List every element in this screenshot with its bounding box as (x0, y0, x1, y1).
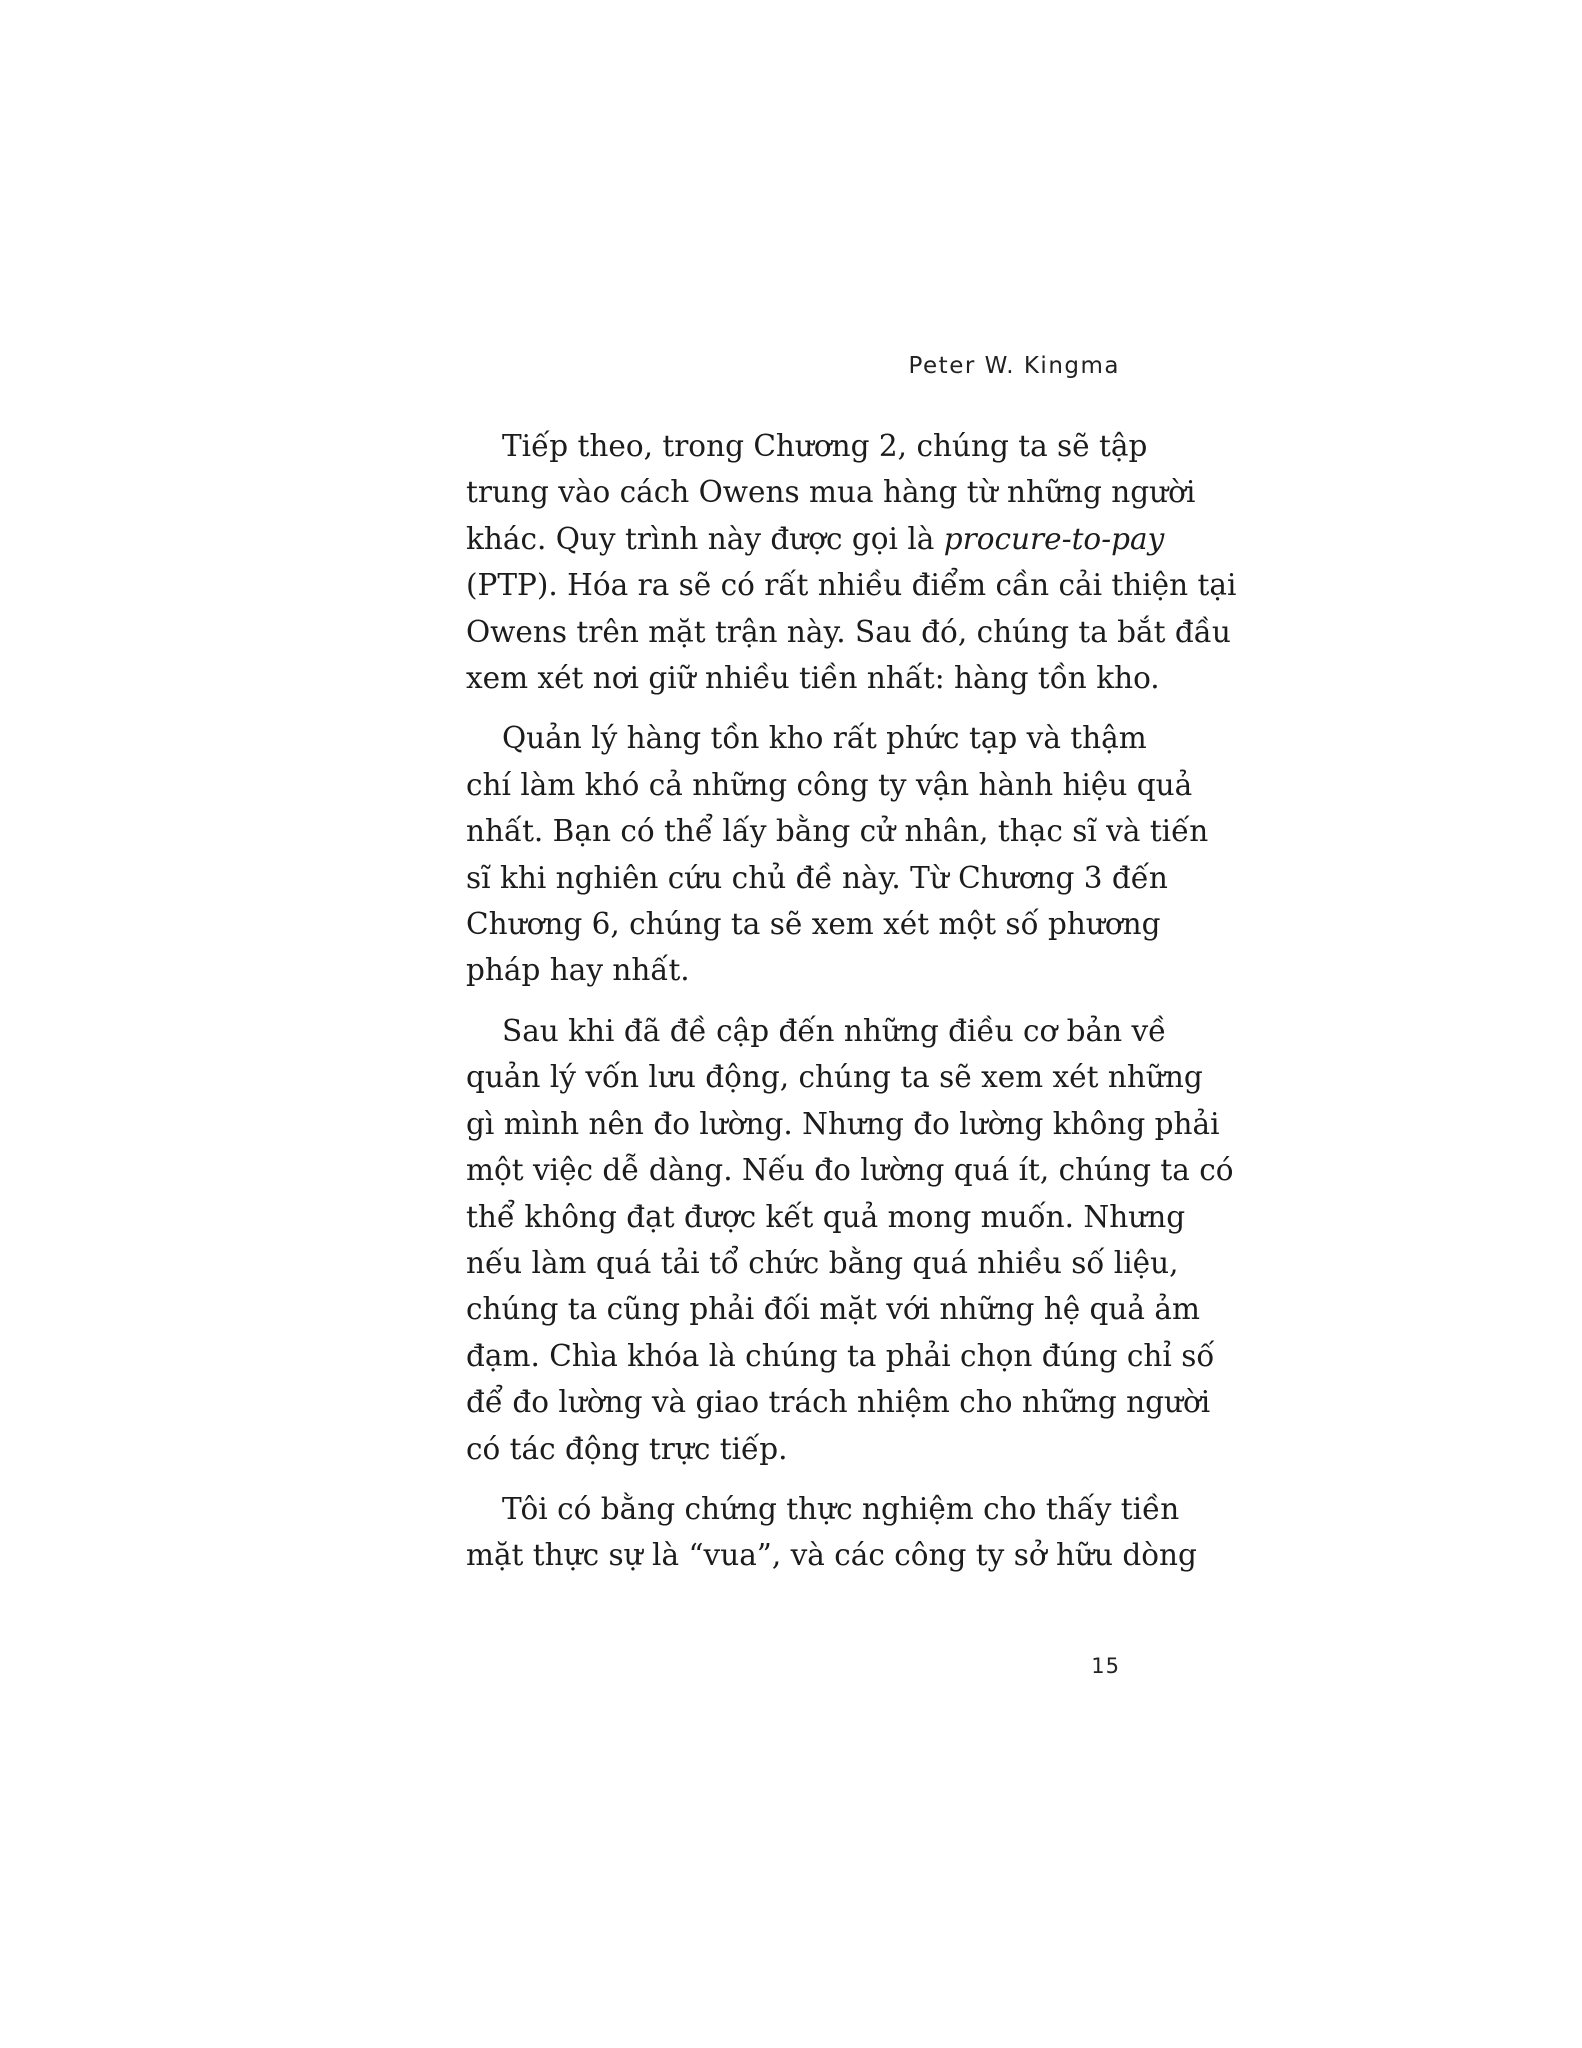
text-line: sĩ khi nghiên cứu chủ đề này. Từ Chương 3 đến (466, 860, 1168, 895)
text-line: quản lý vốn lưu động, chúng ta sẽ xem xét những (466, 1060, 1203, 1095)
text-line: Chương 6, chúng ta sẽ xem xét một số phương (466, 907, 1161, 942)
text-line: Sau khi đã đề cập đến những điều cơ bản về (502, 1013, 1167, 1048)
text-line: chí làm khó cả những công ty vận hành hiệu quả (466, 767, 1193, 802)
body-text (466, 423, 1237, 1593)
text-line: xem xét nơi giữ nhiều tiền nhất: hàng tồn kho. (466, 661, 1160, 696)
text-line: có tác động trực tiếp. (466, 1431, 788, 1466)
text-line-with-italic (466, 516, 1165, 562)
paragraph-4 (466, 1486, 1197, 1579)
text-line: Owens trên mặt trận này. Sau đó, chúng ta bắt đầu (466, 614, 1231, 649)
italic-term: procure-to-pay (943, 521, 1165, 556)
text-line: Tôi có bằng chứng thực nghiệm cho thấy tiền (502, 1491, 1180, 1526)
text-line: để đo lường và giao trách nhiệm cho những người (466, 1385, 1211, 1420)
text-line: Quản lý hàng tồn kho rất phức tạp và thậm (502, 721, 1147, 756)
running-head-author: Peter W. Kingma (908, 353, 1120, 379)
text-line: một việc dễ dàng. Nếu đo lường quá ít, chúng ta có (466, 1153, 1234, 1188)
text-line: nếu làm quá tải tổ chức bằng quá nhiều số liệu, (466, 1245, 1179, 1280)
text-segment: khác. Quy trình này được gọi là (466, 521, 935, 556)
text-line: gì mình nên đo lường. Nhưng đo lường không phải (466, 1106, 1220, 1141)
text-line: Tiếp theo, trong Chương 2, chúng ta sẽ tập (502, 429, 1148, 463)
text-line: pháp hay nhất. (466, 953, 690, 988)
text-line: nhất. Bạn có thể lấy bằng cử nhân, thạc sĩ và tiến (466, 814, 1209, 849)
page-number: 15 (1091, 1654, 1120, 1678)
text-line: đạm. Chìa khóa là chúng ta phải chọn đúng chỉ số (466, 1338, 1215, 1373)
text-line: mặt thực sự là “vua”, và các công ty sở hữu dòng (466, 1538, 1197, 1573)
text-line: trung vào cách Owens mua hàng từ những người (466, 475, 1196, 510)
paragraph-3 (466, 1008, 1234, 1472)
text-line: thể không đạt được kết quả mong muốn. Nhưng (466, 1199, 1186, 1234)
text-line: chúng ta cũng phải đối mặt với những hệ quả ảm (466, 1292, 1200, 1327)
paragraph-2 (466, 715, 1209, 993)
paragraph-1 (466, 423, 1237, 701)
text-line: (PTP). Hóa ra sẽ có rất nhiều điểm cần cải thiện tại (466, 568, 1237, 603)
